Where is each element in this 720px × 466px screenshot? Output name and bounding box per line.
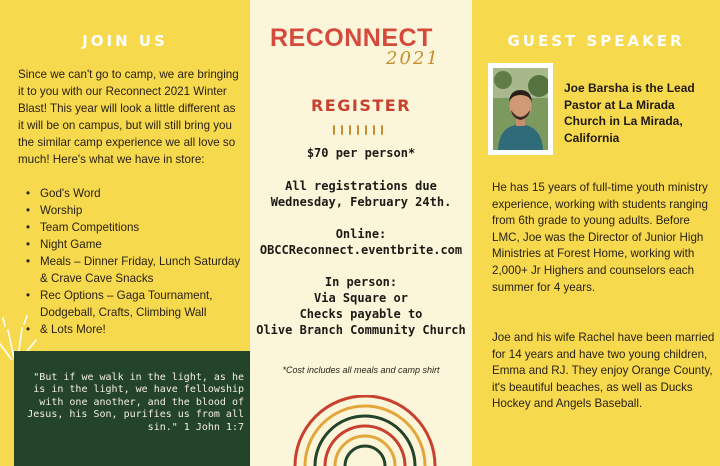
list-item: • Worship bbox=[26, 202, 246, 219]
rings-decoration bbox=[285, 395, 445, 466]
online-label: Online: bbox=[335, 227, 387, 241]
verse-box bbox=[14, 351, 250, 466]
inperson-label: In person: bbox=[324, 275, 398, 289]
inperson-line-3: Olive Branch Community Church bbox=[256, 323, 466, 337]
logo-year: 2021 bbox=[386, 48, 440, 69]
list-item: • Rec Options – Gaga Tournament, Dodgeball, Crafts, Climbing Wall bbox=[26, 287, 246, 321]
speaker-photo bbox=[493, 68, 548, 150]
list-item: • God's Word bbox=[26, 185, 246, 202]
speaker-photo-frame bbox=[488, 63, 553, 155]
speaker-bio-1: He has 15 years of full-time youth ministry experience, working with students ranging from 6th grade to young adults. Before LMC, Joe was the Director of Junior High Ministries at Forest Home, working with 2,000+ Jr Highers and counselors each summer for 4 years. bbox=[492, 181, 708, 294]
rays-decoration bbox=[0, 290, 60, 360]
guest-speaker-panel bbox=[472, 0, 720, 466]
inperson-line-2: Checks payable to bbox=[299, 307, 423, 321]
logo-word: RECONNECT bbox=[270, 24, 433, 52]
speaker-intro: Joe Barsha is the Lead Pastor at La Mirada Church in La Mirada, California bbox=[564, 81, 695, 145]
dash-divider bbox=[330, 124, 390, 136]
due-line-1: All registrations due bbox=[285, 179, 437, 193]
reconnect-logo bbox=[268, 24, 458, 74]
price: $70 per person* bbox=[306, 146, 416, 160]
list-item: • & Lots More! bbox=[26, 321, 246, 338]
list-item: • Team Competitions bbox=[26, 219, 246, 236]
portrait-icon bbox=[493, 68, 548, 150]
join-us-panel bbox=[0, 0, 250, 466]
inperson-line-1: Via Square or bbox=[314, 291, 408, 305]
registration-link[interactable]: OBCCReconnect.eventbrite.com bbox=[259, 243, 463, 257]
register-heading: REGISTER bbox=[310, 96, 412, 115]
due-line-2: Wednesday, February 24th. bbox=[270, 195, 452, 209]
list-item: • Night Game bbox=[26, 236, 246, 253]
cost-footnote: *Cost includes all meals and camp shirt bbox=[282, 365, 440, 375]
guest-speaker-heading: GUEST SPEAKER bbox=[507, 32, 685, 50]
bible-verse: "But if we walk in the light, as he is in the light, we have fellowship with one another, and the blood of Jesus, his Son, purifies us from all sin." 1 John 1:7 bbox=[27, 372, 244, 433]
list-item: • Meals – Dinner Friday, Lunch Saturday & Crave Cave Snacks bbox=[26, 253, 246, 287]
join-us-heading: JOIN US bbox=[82, 32, 168, 50]
intro-text: Since we can't go to camp, we are bringing it to you with our Reconnect 2021 Winter Blast! This year will look a little different as it will be on campus, but will still bring you the similar camp experience we all love so much! Here's what we have in store: bbox=[18, 68, 239, 166]
register-panel bbox=[250, 0, 472, 466]
speaker-bio-2: Joe and his wife Rachel have been married for 14 years and have two young children, Emma and RJ. They enjoy Orange County, it's beautiful beaches, as well as Ducks Hockey and Angels Baseball. bbox=[492, 331, 715, 411]
